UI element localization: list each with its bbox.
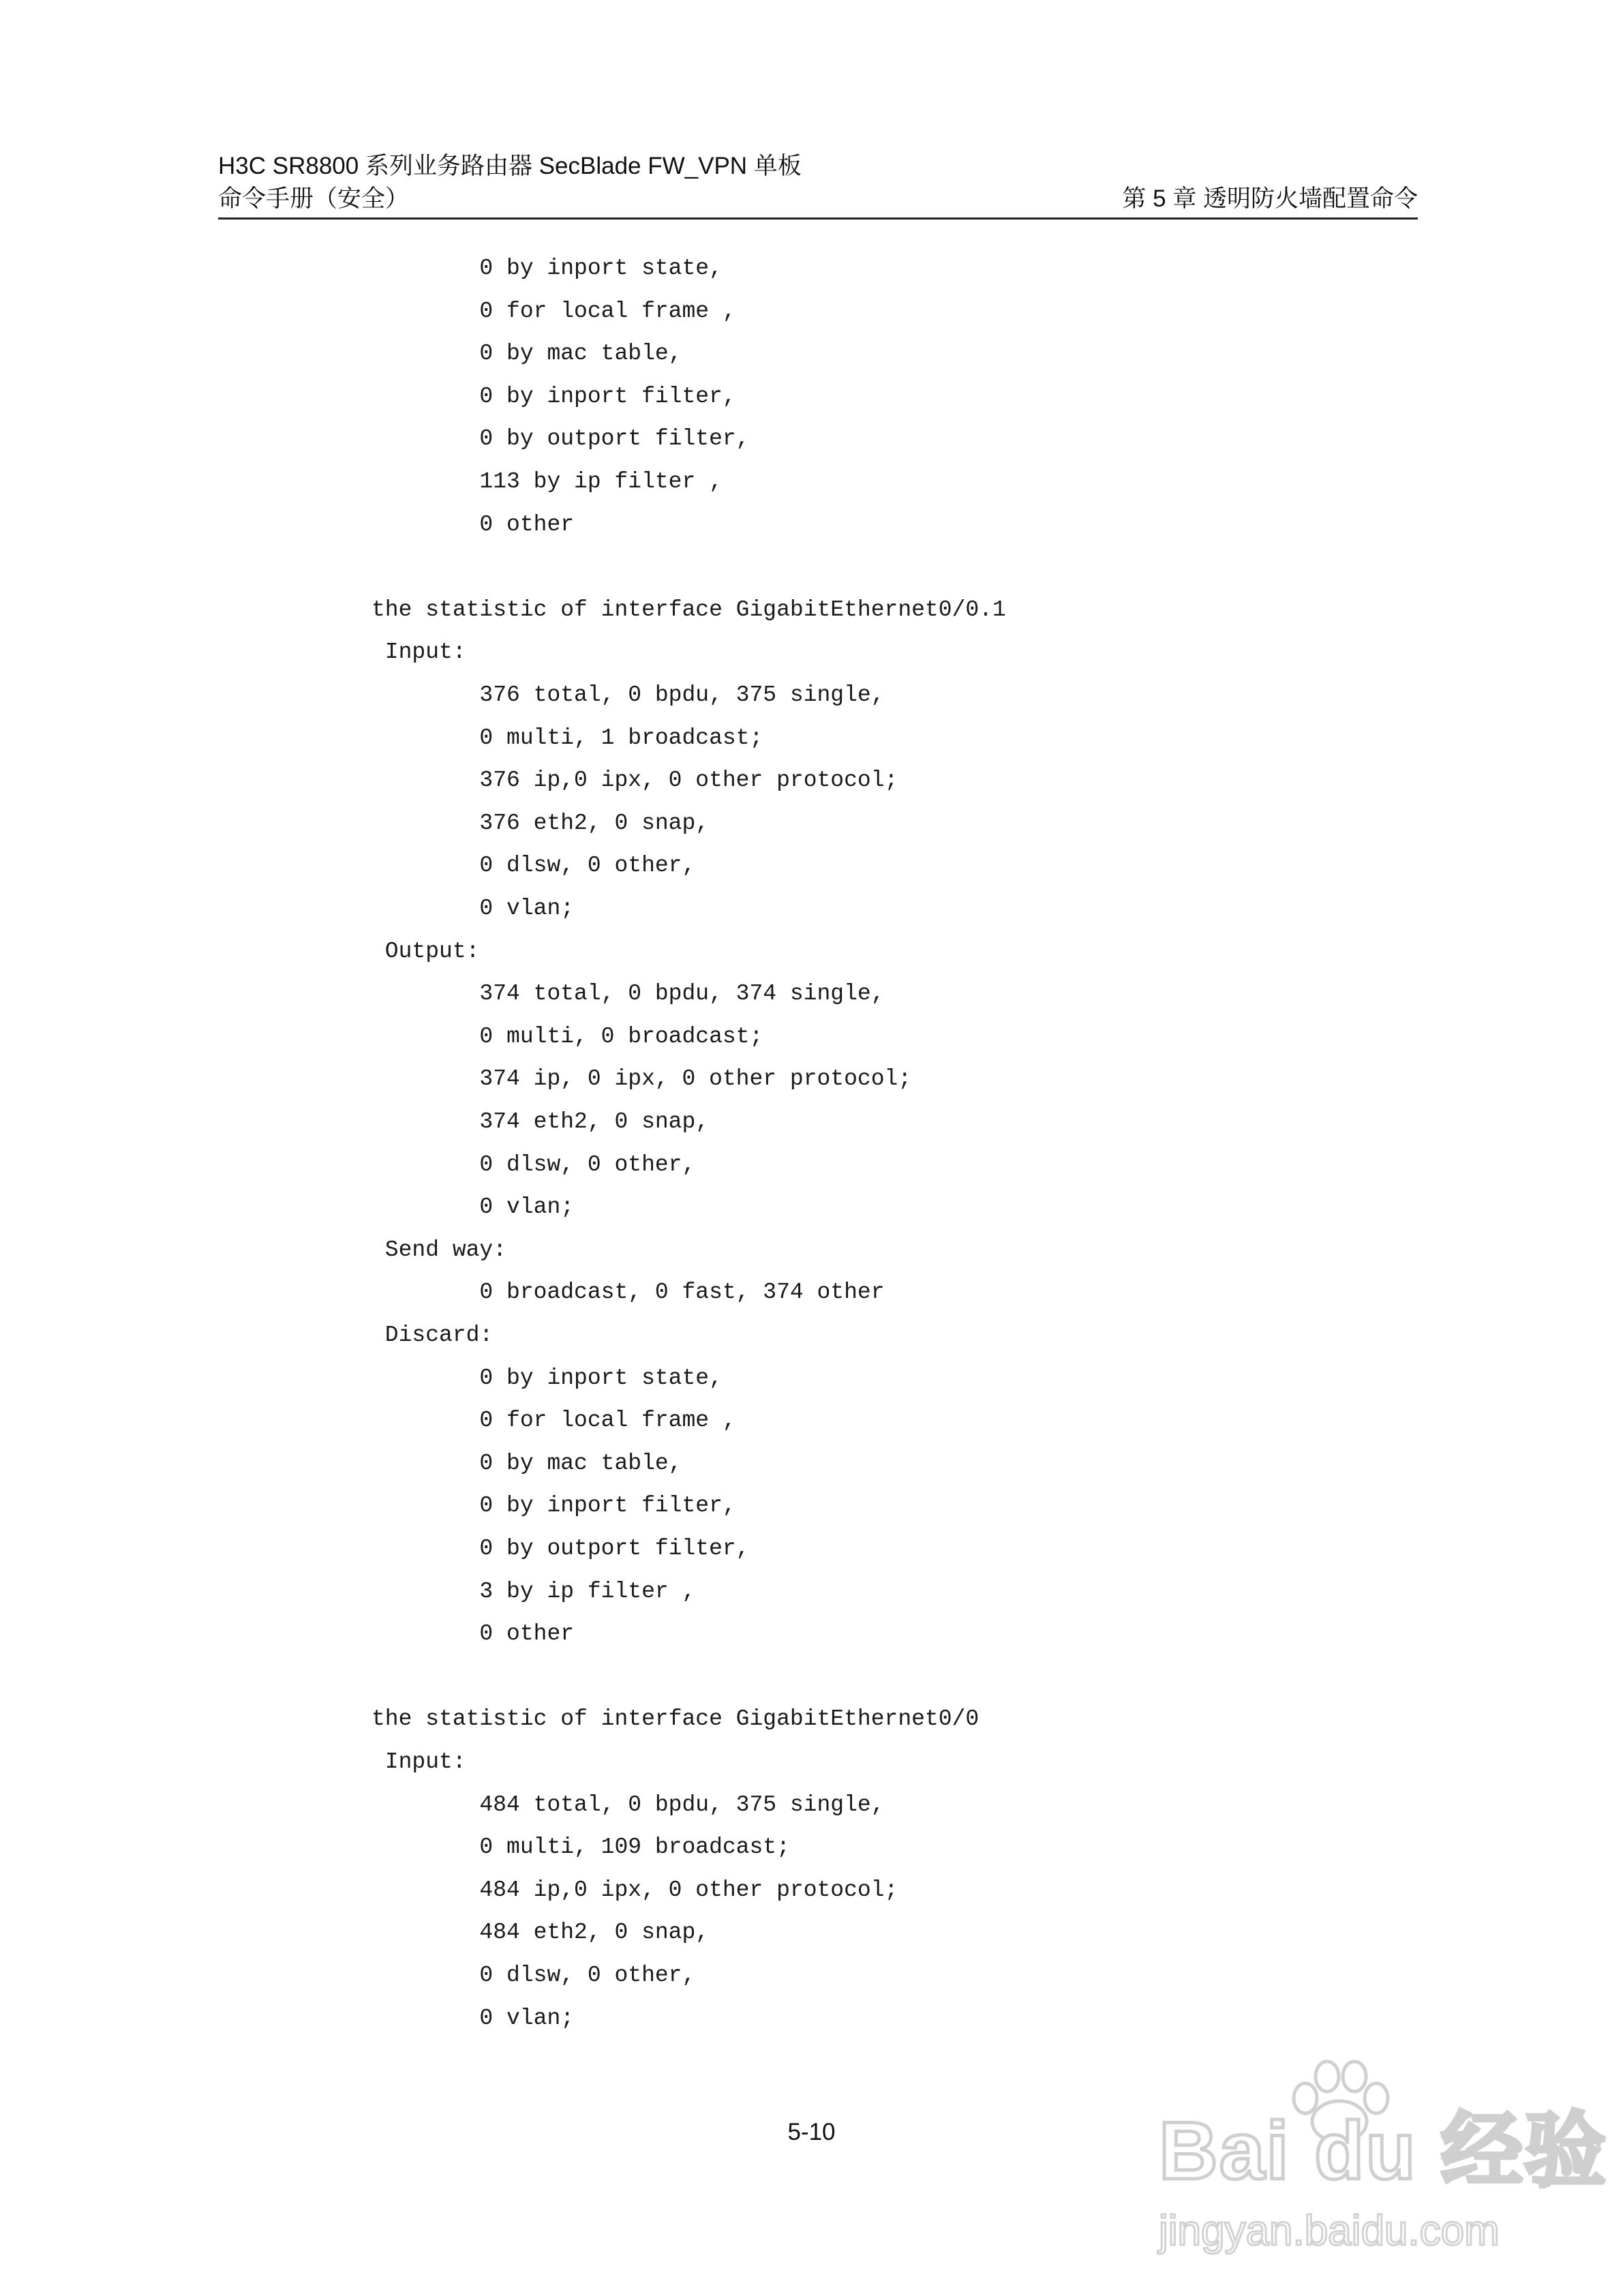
output-line: 0 by inport state, bbox=[371, 256, 723, 281]
output-line: 0 other bbox=[371, 1621, 575, 1646]
output-line: 484 eth2, 0 snap, bbox=[371, 1920, 710, 1945]
output-line: 0 vlan; bbox=[371, 2006, 575, 2031]
output-line: 0 for local frame , bbox=[371, 299, 736, 324]
output-line: 0 multi, 109 broadcast; bbox=[371, 1834, 790, 1860]
output-line: Discard: bbox=[371, 1323, 494, 1348]
output-line: 376 ip,0 ipx, 0 other protocol; bbox=[371, 768, 898, 793]
output-line: 0 vlan; bbox=[371, 896, 575, 921]
output-line: 0 by inport filter, bbox=[371, 1493, 736, 1518]
watermark-url: jingyan.baidu.com bbox=[1159, 2207, 1500, 2254]
output-line: 0 dlsw, 0 other, bbox=[371, 853, 696, 878]
output-line: 0 other bbox=[371, 512, 575, 537]
output-line: 484 ip,0 ipx, 0 other protocol; bbox=[371, 1877, 898, 1903]
output-line: 0 multi, 1 broadcast; bbox=[371, 725, 763, 751]
output-line: 113 by ip filter , bbox=[371, 469, 723, 494]
output-line: 376 total, 0 bpdu, 375 single, bbox=[371, 682, 885, 708]
output-line: 0 by inport state, bbox=[371, 1365, 723, 1391]
output-line: 374 ip, 0 ipx, 0 other protocol; bbox=[371, 1066, 912, 1091]
chapter-title: 第 5 章 透明防火墙配置命令 bbox=[1122, 185, 1418, 212]
baidu-jingyan-watermark bbox=[1152, 2059, 1608, 2263]
output-line: 374 total, 0 bpdu, 374 single, bbox=[371, 981, 885, 1006]
output-line: 0 by inport filter, bbox=[371, 384, 736, 409]
output-line: 0 by outport filter, bbox=[371, 426, 750, 451]
output-line: 0 vlan; bbox=[371, 1194, 575, 1220]
output-line: Input: bbox=[371, 1749, 466, 1774]
watermark-brand: Bai du 经验 bbox=[1159, 2105, 1608, 2196]
page-number: 5-10 bbox=[787, 2119, 836, 2145]
output-line: 0 broadcast, 0 fast, 374 other bbox=[371, 1280, 885, 1305]
output-line: the statistic of interface GigabitEthernet0/0 bbox=[371, 1706, 980, 1732]
output-line: 0 multi, 0 broadcast; bbox=[371, 1024, 763, 1049]
output-line: Send way: bbox=[371, 1237, 507, 1263]
output-line: 3 by ip filter , bbox=[371, 1579, 696, 1604]
output-line: 374 eth2, 0 snap, bbox=[371, 1109, 710, 1134]
output-line: 0 by mac table, bbox=[371, 1451, 682, 1476]
output-line: 376 eth2, 0 snap, bbox=[371, 811, 710, 836]
output-line: the statistic of interface GigabitEthernet0/0.1 bbox=[371, 597, 1006, 622]
output-line: 0 dlsw, 0 other, bbox=[371, 1963, 696, 1988]
document-title: H3C SR8800 系列业务路由器 SecBlade FW_VPN 单板 bbox=[218, 153, 802, 179]
output-line: 0 by mac table, bbox=[371, 341, 682, 366]
output-line: Output: bbox=[371, 939, 480, 964]
output-line: 0 by outport filter, bbox=[371, 1536, 750, 1561]
output-line: 0 dlsw, 0 other, bbox=[371, 1152, 696, 1177]
document-subtitle: 命令手册（安全） bbox=[218, 185, 410, 212]
output-line: 484 total, 0 bpdu, 375 single, bbox=[371, 1792, 885, 1817]
output-line: Input: bbox=[371, 639, 466, 665]
output-line: 0 for local frame , bbox=[371, 1408, 736, 1433]
